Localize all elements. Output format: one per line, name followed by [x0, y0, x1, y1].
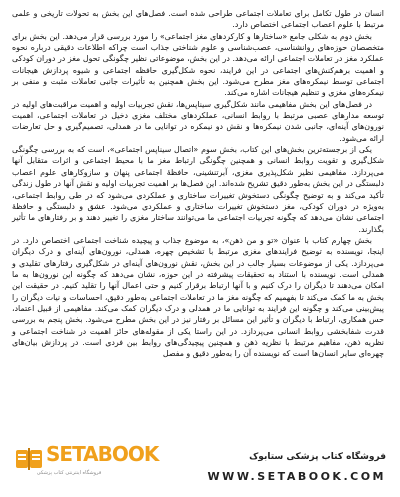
- logo-wordmark: SETABOOK: [46, 442, 159, 466]
- paragraph: انسان در طول تکامل برای تعاملات اجتماعی طراحی شده است. فصل‌های این بخش به تحولات تاریخی و علمی مرتبط با علوم اعصاب اجتماعی اختصاص دارد.: [12, 9, 384, 30]
- body-text: [12, 8, 384, 428]
- paragraph: در فصل‌های این بخش مفاهیمی مانند شکل‌گیری سیناپس‌ها، نقش تجربیات اولیه و اهمیت مراقبت‌های اولیه در توسعه مدارهای عصبی مرتبط با روابط انسانی، عملکردهای مختلف مغزی دخیل در تعاملات اجتماعی، اهمیت نورون‌های آینه‌ای، جانبی شدن نیمکره‌ها و نقش دو نیمکره در توانایی ما در همدلی، تصمیم‌گیری و حل تعارضات ارائه می‌شود.: [12, 99, 384, 143]
- store-url[interactable]: WWW.SETABOOK.COM: [207, 470, 386, 483]
- paragraph: بخش چهارم کتاب با عنوان «تو و من ذهن»، به موضوع جذاب و پیچیده شناخت اجتماعی اختصاص دارد. در اینجا، نویسنده به توضیح فرایندهای مغزی مرتبط با تشخیص چهره، همدلی، نورون‌های آینه‌ای و درک دیگران می‌پردازد. یکی از موضوعات بسیار جالب در این بخش، نقش نورون‌های آینه‌ای در شکل‌گیری رفتارهای تقلیدی و همدلی است. نویسنده با استناد به تحقیقات پیشرفته در این حوزه، نشان می‌دهد که چگونه این نورون‌ها به ما امکان می‌دهند تا دیگران را درک کنیم و با آنها ارتباط برقرار کنیم و حتی اعمال آنها را تقلید کنیم. در حقیقت این بخش به ما کمک می‌کند تا بفهمیم که چگونه مغز ما در تعاملات اجتماعی به‌طور دقیق، احساسات و نیات دیگران را پیش‌بینی می‌کند و چگونه این فرایند به توانایی ما در همدلی و درک دیگران کمک می‌کند. مفاهیمی از قبیل اعتماد، حس همکاری، ارتباط با دیگران و تأثیر این مسائل بر رفتار نیز در این بخش مطرح می‌شود. بخش پنجم به بررسی قدرت شفا‌بخشی روابط انسانی می‌پردازد. در این راستا یکی از مقوله‌های حائز اهمیت در شناخت اجتماعی و نظریه ذهن، مفاهیم مرتبط با نظریه ذهن و همچنین پیچیدگی‌های روابط بین فردی است. در پردازش بیان‌های چهره‌ای سایر انسان‌ها است که نویسنده آن را به‌طور دقیق و مفصل: [12, 235, 384, 359]
- paragraph: یکی از برجسته‌ترین بخش‌های این کتاب، بخش سوم «اتصال سیناپس اجتماعی»، است که به بررسی چگونگی شکل‌گیری و تقویت روابط انسانی و همچنین چگونگی ارتباط مغز ما با محیط اجتماعی و اثرات متقابل آنها می‌پردازد. مفاهیمی نظیر شکل‌پذیری مغزی، آبرتنشینی، حافظهٔ اجتماعی پنهان و سازوکارهای علوم اعصاب دلبستگی در این بخش به‌طور دقیق تشریح شده‌اند. این فصل‌ها بر اهمیت تجربیات اولیه و نقش آنها در طول زندگی تأکید می‌کند و به توضیح چگونگی دستخوش تغییرات ساختاری و عملکردی می‌شود که در طی روابط اجتماعی، به‌ویژه در دوران کودکی، مغز دستخوش تغییرات ساختاری و عملکردی می‌شود. عشق و دلبستگی و حافظهٔ اجتماعی نشان می‌دهد که چگونه تجربیات اجتماعی ما می‌توانند ساختار مغزی را تغییر دهند و بر رفتارهای ما تأثیر بگذارند.: [12, 145, 384, 234]
- setabook-logo: [10, 440, 159, 486]
- store-name: فروشگاه کتاب پزشکی ستابوک: [249, 452, 386, 462]
- logo-subtitle: فروشگاه اینترنتی کتاب پزشکی: [36, 470, 102, 476]
- paragraph: بخش دوم به شکلی جامع «ساختارها و کارکردهای مغز اجتماعی» را مورد بررسی قرار می‌دهد. این بخش برای متخصصان حوزه‌های روانشناسی، عصب‌شناسی و علوم شناختی جذاب است چراکه اطلاعات دقیقی درباره نحوه عملکرد مغز در تعاملات اجتماعی ارائه می‌دهد. در این بخش، موضوعاتی نظیر چگونگی تحول مغز در دوران کودکی و اهمیت برهم‌کنش‌های اجتماعی در این فرایند، نحوه شکل‌گیری حافظه اجتماعی و شیوه پردازش هیجانات اجتماعی توسط نیمکره‌های مغز مطرح می‌شود. این بخش همچنین به تأثیرات جانبی تعاملات مثبت و منفی بر نیمکره‌های مغزی و تنظیم هیجانات اشاره می‌کند.: [12, 31, 384, 98]
